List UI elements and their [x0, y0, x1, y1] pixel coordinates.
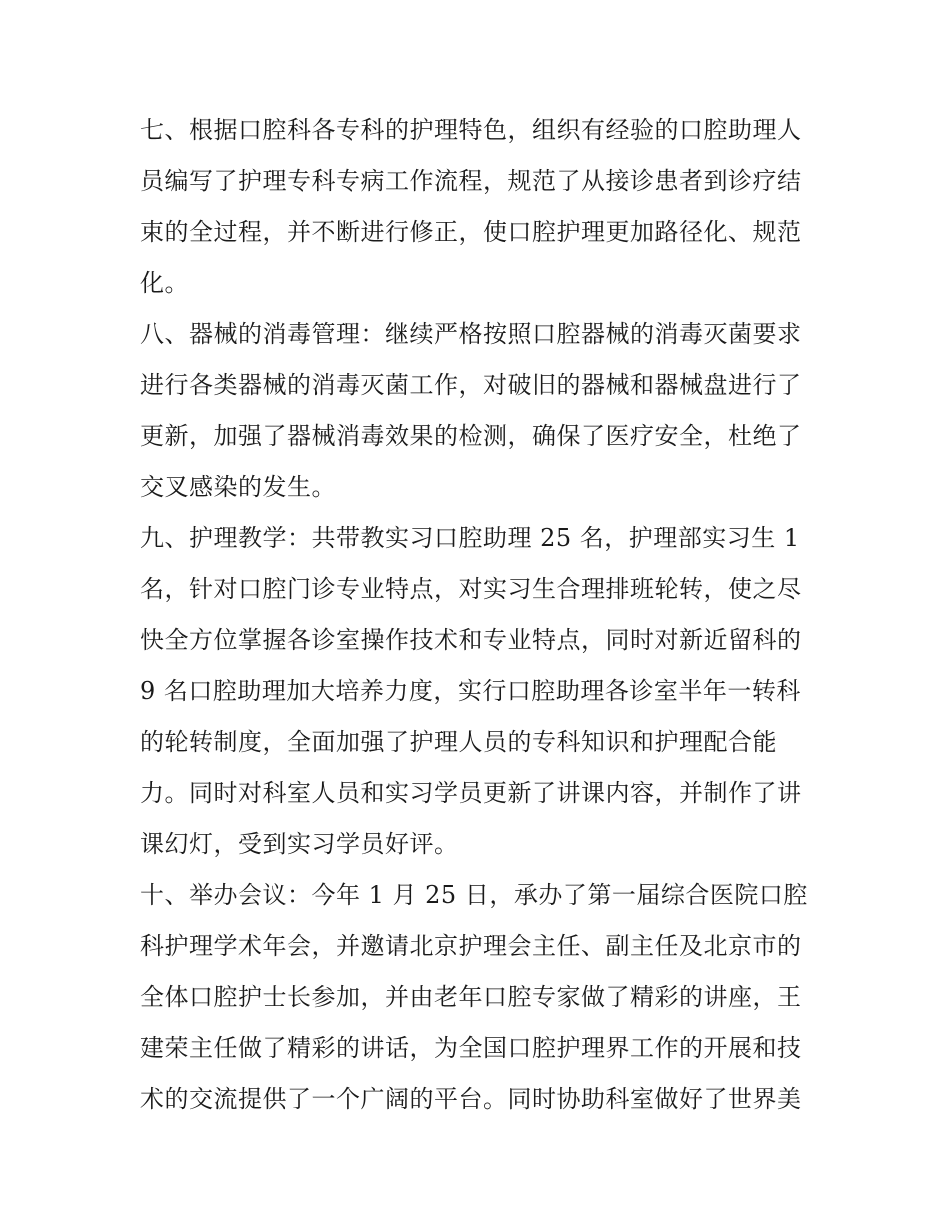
- text-line: 七、根据口腔科各专科的护理特色，组织有经验的口腔助理人: [140, 116, 802, 144]
- text-line: 全体口腔护士长参加，并由老年口腔专家做了精彩的讲座，王: [140, 983, 802, 1011]
- text-line: 术的交流提供了一个广阔的平台。同时协助科室做好了世界美: [140, 1085, 802, 1113]
- text-line: 九、护理教学：共带教实习口腔助理 25 名，护理部实习生 1: [140, 524, 800, 552]
- text-line: 9 名口腔助理加大培养力度，实行口腔助理各诊室半年一转科: [140, 677, 801, 705]
- text-line: 员编写了护理专科专病工作流程，规范了从接诊患者到诊疗结: [140, 167, 802, 195]
- text-line: 科护理学术年会，并邀请北京护理会主任、副主任及北京市的: [140, 932, 802, 960]
- text-line: 力。同时对科室人员和实习学员更新了讲课内容，并制作了讲: [140, 779, 802, 807]
- text-line: 更新，加强了器械消毒效果的检测，确保了医疗安全，杜绝了: [140, 422, 802, 450]
- text-line: 束的全过程，并不断进行修正，使口腔护理更加路径化、规范: [140, 218, 802, 246]
- text-line: 名，针对口腔门诊专业特点，对实习生合理排班轮转，使之尽: [140, 575, 802, 603]
- text-line: 十、举办会议：今年 1 月 25 日，承办了第一届综合医院口腔: [140, 881, 808, 909]
- text-line: 进行各类器械的消毒灭菌工作，对破旧的器械和器械盘进行了: [140, 371, 802, 399]
- text-line: 课幻灯，受到实习学员好评。: [140, 830, 459, 858]
- text-line: 交叉感染的发生。: [140, 473, 336, 501]
- text-line: 八、器械的消毒管理：继续严格按照口腔器械的消毒灭菌要求: [140, 320, 802, 348]
- text-line: 的轮转制度，全面加强了护理人员的专科知识和护理配合能: [140, 728, 777, 756]
- text-line: 化。: [140, 269, 189, 297]
- text-line: 建荣主任做了精彩的讲话，为全国口腔护理界工作的开展和技: [140, 1034, 802, 1062]
- text-line: 快全方位掌握各诊室操作技术和专业特点，同时对新近留科的: [140, 626, 802, 654]
